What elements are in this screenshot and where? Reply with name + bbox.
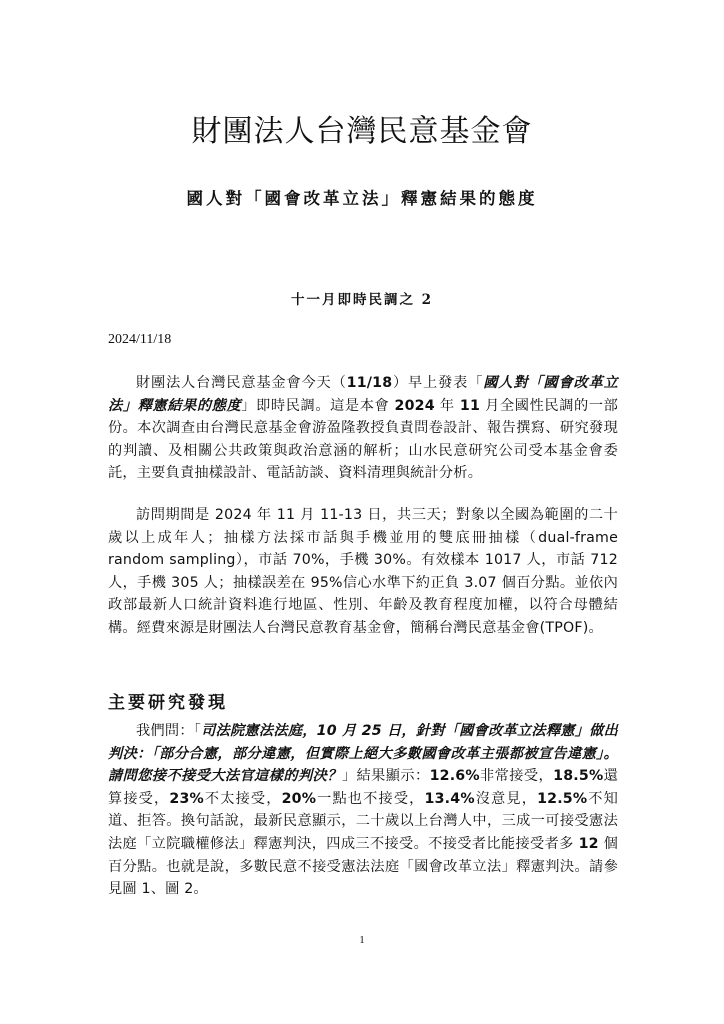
value-3: 23% [169,790,204,807]
intro-date: 11/18 [346,375,393,391]
intro-text-3: 」即時民調。這是本會 [241,397,395,414]
label-4: 一點也不接受， [316,790,425,807]
label-3: 不太接受， [203,790,282,807]
label-1: 非常接受， [479,768,554,785]
label-2: 還算接受， [108,768,618,807]
findings-text-2: 」結果顯示： [341,768,430,785]
value-4: 20% [281,790,317,807]
survey-label: 十一月即時民調之 2 [290,292,434,308]
question-part-c: 月 [336,723,362,739]
value-5: 13.4% [424,790,475,807]
release-date: 2024/11/18 [108,332,172,347]
value-1: 12.6% [429,768,480,785]
intro-text-1: 財團法人台灣民意基金會今天（ [136,375,347,391]
intro-month: 11 [459,397,481,414]
question-part-e: 日，針對「國會改革立法釋憲」做出判決：「部分合憲，部分違憲，但實際上絕大多數國會改革主張都被宣告違憲」。請問您接不接受大法官這樣的判決？ [108,723,618,785]
methodology-paragraph: 訪問期間是 2024 年 11 月 11-13 日，共三天；對象以全國為範圍的二十歲以上成年人；抽樣方法採市話與手機並用的雙底冊抽樣（dual-frame random sampling），市話 70%，手機 30%。有效樣本 1017 人，市話 712 人，手機 305 人；抽樣誤差在 95%信心水準下約正負 3.07 個百分點。並依內政部最新人口統計資料進行地區、性別、年齡及教育程度加權，以符合母體結構。經費來源是財團法人台灣民意教育基金會，簡稱台灣民意基金會(TPOF)。 [108,507,618,636]
intro-text-4: 年 [434,397,460,414]
findings-paragraph [108,720,618,901]
organization-title: 財團法人台灣民意基金會 [191,114,533,149]
value-7: 12 [578,835,599,852]
value-2: 18.5% [553,768,604,785]
intro-report-title: 國人對「國會改革立法」釋憲結果的態度 [108,375,618,414]
page-number: 1 [359,934,365,946]
intro-year: 2024 [394,397,435,414]
findings-text-1: 我們問：「 [136,723,202,739]
intro-paragraph [108,372,618,485]
value-6: 12.5% [537,790,588,807]
question-part-a: 司法院憲法法庭， [201,723,317,739]
intro-text-2: ）早上發表「 [392,375,484,391]
section-heading: 主要研究發現 [108,693,228,713]
question-part-b: 10 [316,723,337,739]
label-7: 個百分點。也就是說，多數民意不接受憲法法庭「國會改革立法」釋憲判決。請參見圖 1、圖 2。 [108,835,618,898]
report-title: 國人對「國會改革立法」釋憲結果的態度 [186,189,538,208]
label-5: 沒意見， [474,790,538,807]
intro-text-5: 月全國性民調的一部份。本次調查由台灣民意基金會游盈隆教授負責問卷設計、報告撰寫、研究發現的判讀、及相關公共政策與政治意涵的解析；山水民意研究公司受本基金會委託，主要負責抽樣設計、電話訪談、資料清理與統計分析。 [108,397,619,482]
question-part-d: 25 [361,723,382,739]
label-6: 不知道、拒答。換句話說，最新民意顯示，二十歲以上台灣人中，三成一可接受憲法法庭「立院職權修法」釋憲判決，四成三不接受。不接受者比能接受者多 [108,790,618,852]
